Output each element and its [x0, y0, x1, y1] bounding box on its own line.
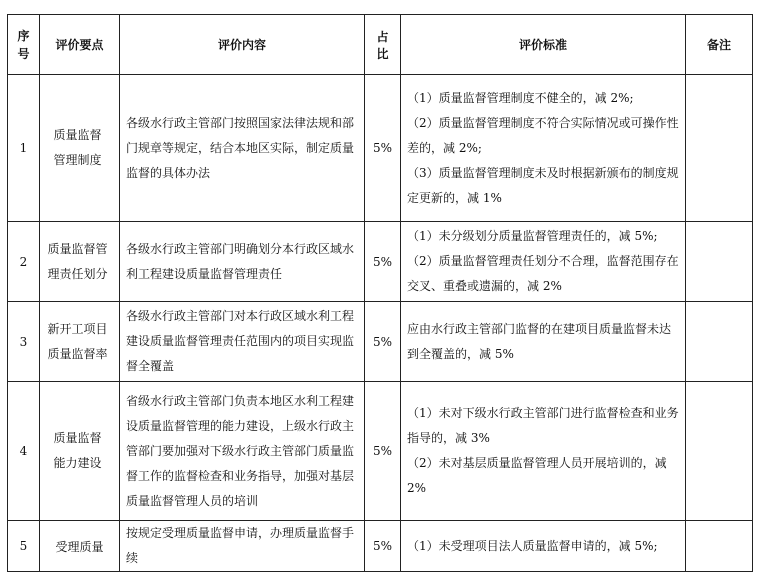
cell-ratio: 5% [365, 75, 401, 222]
cell-content: 各级水行政主管部门按照国家法律法规和部门规章等规定，结合本地区实际，制定质量监督的具体办法 [120, 75, 365, 222]
cell-point: 质量监督能力建设 [40, 382, 120, 521]
standard-item: 应由水行政主管部门监督的在建项目质量监督未达到全覆盖的，减 5% [407, 321, 672, 361]
cell-standard [401, 302, 686, 382]
cell-index: 2 [8, 222, 40, 302]
standard-item: （1）未分级划分质量监督管理责任的，减 5%; [407, 229, 658, 243]
cell-note [686, 75, 753, 222]
cell-standard [401, 521, 686, 572]
cell-content: 按规定受理质量监督申请，办理质量监督手续 [120, 521, 365, 572]
table-row [8, 382, 753, 521]
cell-content: 省级水行政主管部门负责本地区水利工程建设质量监督管理的能力建设，上级水行政主管部门要加强对下级水行政主管部门质量监督工作的监督检查和业务指导，加强对基层质量监督管理人员的培训 [120, 382, 365, 521]
standard-item: （1）质量监督管理制度不健全的，减 2%; [407, 90, 634, 105]
cell-content: 各级水行政主管部门对本行政区域水利工程建设质量监督管理责任范围内的项目实现监督全覆盖 [120, 302, 365, 382]
header-ratio: 占比 [365, 15, 401, 75]
table-row [8, 302, 753, 382]
cell-point: 质量监督管理制度 [40, 75, 120, 222]
cell-index: 1 [8, 75, 40, 222]
cell-note [686, 302, 753, 382]
header-index: 序号 [8, 15, 40, 75]
header-standard: 评价标准 [401, 15, 686, 75]
header-note: 备注 [686, 15, 753, 75]
table-row [8, 75, 753, 222]
standard-item: （1）未对下级水行政主管部门进行监督检查和业务指导的，减 3% [407, 406, 679, 445]
standard-item: （2）质量监督管理制度不符合实际情况或可操作性差的，减 2%; [407, 115, 679, 155]
cell-point: 质量监督管理责任划分 [40, 222, 120, 302]
cell-content: 各级水行政主管部门明确划分本行政区域水利工程建设质量监督管理责任 [120, 222, 365, 302]
cell-standard [401, 75, 686, 222]
table-row [8, 222, 753, 302]
cell-point: 受理质量 [40, 521, 120, 572]
cell-index: 3 [8, 302, 40, 382]
cell-note [686, 521, 753, 572]
evaluation-table [7, 14, 753, 572]
cell-point: 新开工项目质量监督率 [40, 302, 120, 382]
cell-standard [401, 222, 686, 302]
standard-item: （2）质量监督管理责任划分不合理，监督范围存在交叉、重叠或遗漏的，减 2% [407, 254, 679, 293]
header-content: 评价内容 [120, 15, 365, 75]
header-point: 评价要点 [40, 15, 120, 75]
cell-index: 5 [8, 521, 40, 572]
table-row [8, 521, 753, 572]
table-header-row [8, 15, 753, 75]
cell-index: 4 [8, 382, 40, 521]
standard-item: （2）未对基层质量监督管理人员开展培训的，减 2% [407, 456, 667, 495]
cell-ratio: 5% [365, 382, 401, 521]
standard-item: （3）质量监督管理制度未及时根据新颁布的制度规定更新的，减 1% [407, 165, 679, 205]
cell-ratio: 5% [365, 222, 401, 302]
cell-standard [401, 382, 686, 521]
cell-note [686, 222, 753, 302]
cell-ratio: 5% [365, 302, 401, 382]
cell-note [686, 382, 753, 521]
cell-ratio: 5% [365, 521, 401, 572]
standard-item: （1）未受理项目法人质量监督申请的，减 5%; [407, 538, 658, 553]
